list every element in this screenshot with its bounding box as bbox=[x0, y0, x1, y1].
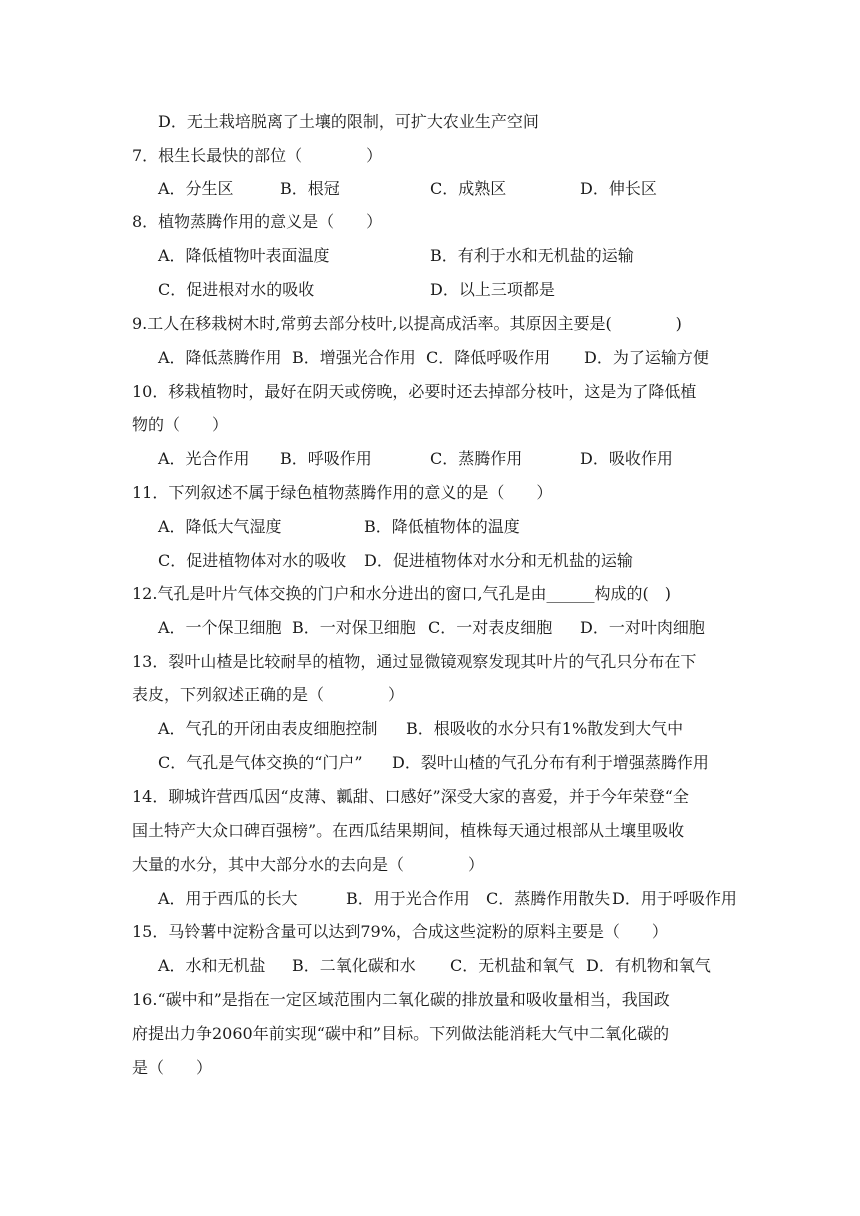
option-b: B．一对保卫细胞 bbox=[292, 618, 416, 637]
option-a: A．分生区 bbox=[158, 179, 234, 198]
option-b: B．用于光合作用 bbox=[346, 889, 470, 908]
option-d: D．一对叶肉细胞 bbox=[580, 618, 705, 637]
option-c: C．促进根对水的吸收 bbox=[158, 280, 315, 299]
question-14-stem-line3: 大量的水分，其中大部分水的去向是（ ） bbox=[132, 855, 485, 874]
option-c: C．无机盐和氧气 bbox=[450, 956, 575, 975]
option-a: A．光合作用 bbox=[158, 449, 250, 468]
question-14-options bbox=[0, 885, 860, 913]
previous-question-option-d: D．无土栽培脱离了土壤的限制，可扩大农业生产空间 bbox=[158, 112, 539, 131]
question-7-stem: 7．根生长最快的部位（ ） bbox=[132, 146, 383, 165]
option-b: B．降低植物体的温度 bbox=[364, 517, 520, 536]
option-b: B．有利于水和无机盐的运输 bbox=[430, 246, 634, 265]
option-c: C．促进植物体对水的吸收 bbox=[158, 551, 347, 570]
question-16-stem-line2: 府提出力争2060年前实现“碳中和”目标。下列做法能消耗大气中二氧化碳的 bbox=[132, 1024, 670, 1043]
question-12-stem: 12.气孔是叶片气体交换的门户和水分进出的窗口,气孔是由______构成的( ) bbox=[132, 584, 672, 603]
option-c: C．蒸腾作用散失 bbox=[486, 889, 611, 908]
option-c: C．成熟区 bbox=[430, 179, 507, 198]
question-12-options bbox=[0, 614, 860, 642]
option-d: D．有机物和氧气 bbox=[586, 956, 711, 975]
question-11-options-row2 bbox=[0, 547, 860, 575]
option-b: B．二氧化碳和水 bbox=[292, 956, 416, 975]
option-c: C．一对表皮细胞 bbox=[428, 618, 553, 637]
option-a: A．水和无机盐 bbox=[158, 956, 266, 975]
option-d: D．伸长区 bbox=[580, 179, 657, 198]
option-a: A．降低蒸腾作用 bbox=[158, 348, 282, 367]
question-7-options bbox=[0, 175, 860, 203]
option-d: D．为了运输方便 bbox=[584, 348, 709, 367]
option-c: C．蒸腾作用 bbox=[430, 449, 523, 468]
question-13-stem-line2: 表皮，下列叙述正确的是（ ） bbox=[132, 685, 405, 704]
question-10-stem-line2: 物的（ ） bbox=[132, 415, 229, 434]
question-8-stem: 8．植物蒸腾作用的意义是（ ） bbox=[132, 212, 383, 231]
question-8-options-row2 bbox=[0, 276, 860, 304]
option-d: D．裂叶山楂的气孔分布有利于增强蒸腾作用 bbox=[392, 753, 709, 772]
option-d: D．以上三项都是 bbox=[430, 280, 555, 299]
question-13-options-row2 bbox=[0, 749, 860, 777]
option-a: A．用于西瓜的长大 bbox=[158, 889, 298, 908]
question-9-stem: 9.工人在移栽树木时,常剪去部分枝叶,以提高成活率。其原因主要是( ) bbox=[132, 314, 682, 333]
option-a: A．一个保卫细胞 bbox=[158, 618, 282, 637]
option-c: C．气孔是气体交换的“门户” bbox=[158, 753, 363, 772]
option-c: C．降低呼吸作用 bbox=[426, 348, 551, 367]
option-a: A．气孔的开闭由表皮细胞控制 bbox=[158, 719, 378, 738]
option-d: D．用于呼吸作用 bbox=[612, 889, 737, 908]
question-14-stem-line2: 国土特产大众口碑百强榜”。在西瓜结果期间，植株每天通过根部从土壤里吸收 bbox=[132, 821, 685, 840]
question-13-stem-line1: 13．裂叶山楂是比较耐旱的植物，通过显微镜观察发现其叶片的气孔只分布在下 bbox=[132, 652, 697, 671]
option-d: D．促进植物体对水分和无机盐的运输 bbox=[364, 551, 633, 570]
option-a: A．降低大气湿度 bbox=[158, 517, 282, 536]
question-16-stem-line3: 是（ ） bbox=[132, 1058, 213, 1077]
question-14-stem-line1: 14．聊城许营西瓜因“皮薄、瓤甜、口感好”深受大家的喜爱，并于今年荣登“全 bbox=[132, 787, 689, 806]
option-b: B．增强光合作用 bbox=[292, 348, 416, 367]
option-b: B．根吸收的水分只有1%散发到大气中 bbox=[406, 719, 684, 738]
option-b: B．呼吸作用 bbox=[280, 449, 372, 468]
option-b: B．根冠 bbox=[280, 179, 340, 198]
question-11-stem: 11．下列叙述不属于绿色植物蒸腾作用的意义的是（ ） bbox=[132, 483, 553, 502]
question-15-options bbox=[0, 952, 860, 980]
question-10-stem-line1: 10．移栽植物时，最好在阴天或傍晚，必要时还去掉部分枝叶，这是为了降低植 bbox=[132, 382, 697, 401]
question-11-options-row1 bbox=[0, 513, 860, 541]
option-a: A．降低植物叶表面温度 bbox=[158, 246, 330, 265]
question-10-options bbox=[0, 445, 860, 473]
question-8-options-row1 bbox=[0, 242, 860, 270]
question-15-stem: 15．马铃薯中淀粉含量可以达到79%，合成这些淀粉的原料主要是（ ） bbox=[132, 922, 668, 941]
question-16-stem-line1: 16.“碳中和”是指在一定区域范围内二氧化碳的排放量和吸收量相当，我国政 bbox=[132, 990, 670, 1009]
question-9-options bbox=[0, 344, 860, 372]
option-d: D．吸收作用 bbox=[580, 449, 673, 468]
question-13-options-row1 bbox=[0, 715, 860, 743]
